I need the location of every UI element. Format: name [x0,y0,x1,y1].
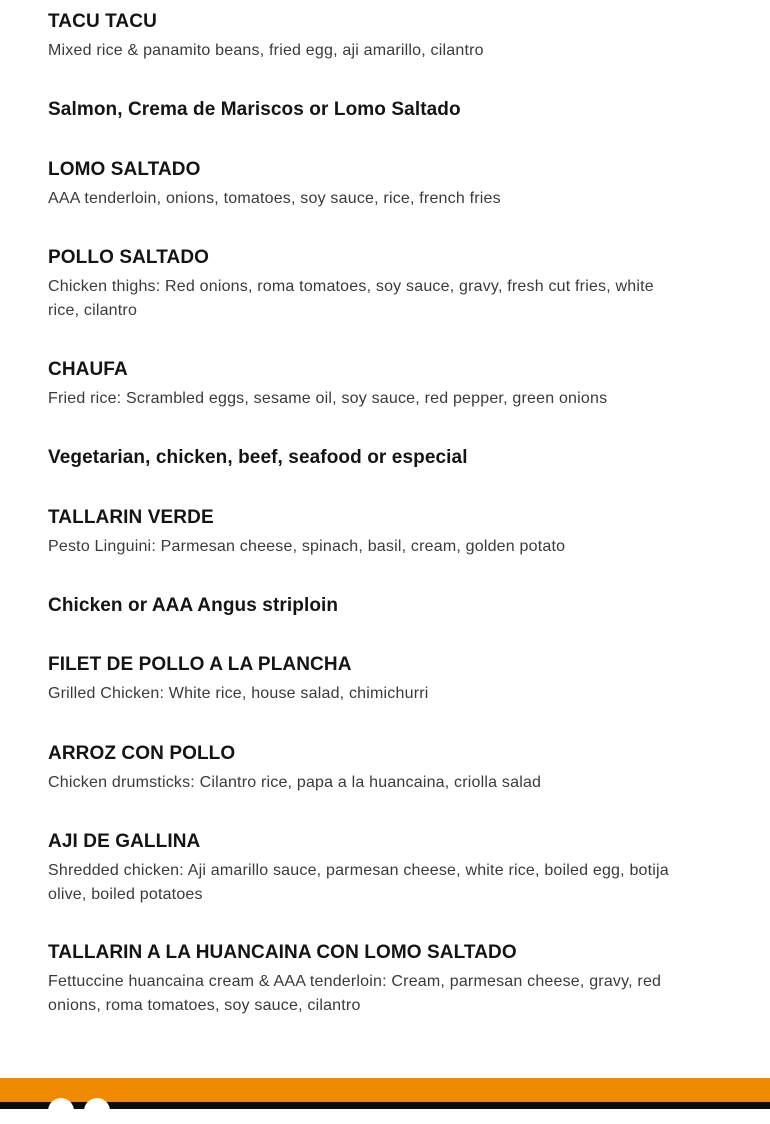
social-icon[interactable] [84,1098,110,1124]
menu-item-chaufa [48,358,678,411]
menu-item-description: Grilled Chicken: White rice, house salad, chimichurri [48,685,429,702]
menu-item-name: Chicken or AAA Angus striploin [48,595,339,616]
menu-item-lomo-saltado [48,158,678,211]
menu-item-name: TACU TACU [48,11,157,32]
menu-item-description: Fried rice: Scrambled eggs, sesame oil, soy sauce, red pepper, green onions [48,390,608,407]
menu-item-options [48,98,678,122]
menu-item-aji-de-gallina [48,830,678,906]
menu-item-name: CHAUFA [48,359,128,380]
menu-item-name: TALLARIN A LA HUANCAINA CON LOMO SALTADO [48,942,517,963]
menu-item-description: Pesto Linguini: Parmesan cheese, spinach, basil, cream, golden potato [48,538,566,555]
menu-item-description: AAA tenderloin, onions, tomatoes, soy sauce, rice, french fries [48,190,501,207]
menu-item-tallarin-verde [48,506,678,559]
menu-item-description: Chicken drumsticks: Cilantro rice, papa a la huancaina, criolla salad [48,774,542,791]
footer-dark-strip [0,1102,770,1109]
menu-item-options [48,446,678,470]
menu-item-name: LOMO SALTADO [48,159,201,180]
menu-item-name: ARROZ CON POLLO [48,743,236,764]
menu-item-description: Shredded chicken: Aji amarillo sauce, parmesan cheese, white rice, boiled egg, botija olive, boiled potatoes [48,862,669,903]
menu-item-name: FILET DE POLLO A LA PLANCHA [48,654,352,675]
social-icon[interactable] [48,1098,74,1124]
menu-item-arroz-con-pollo [48,742,678,795]
menu-item-options [48,594,678,618]
menu-item-name: TALLARIN VERDE [48,507,214,528]
menu-item-tallarin-huancaina [48,941,678,1017]
menu-item-filet-de-pollo [48,653,678,706]
menu-item-name: Salmon, Crema de Mariscos or Lomo Saltado [48,99,461,120]
menu-item-description: Mixed rice & panamito beans, fried egg, aji amarillo, cilantro [48,42,484,59]
menu-item-description: Chicken thighs: Red onions, roma tomatoes, soy sauce, gravy, fresh cut fries, white rice, cilantro [48,278,654,319]
menu-item-pollo-saltado [48,246,678,322]
footer-bar [0,1078,770,1109]
menu-item-name: POLLO SALTADO [48,247,210,268]
menu-item-name: AJI DE GALLINA [48,831,201,852]
menu-item-name: Vegetarian, chicken, beef, seafood or especial [48,447,468,468]
menu-item-tacu-tacu [48,10,678,63]
menu-item-description: Fettuccine huancaina cream & AAA tenderloin: Cream, parmesan cheese, gravy, red onions, roma tomatoes, soy sauce, cilantro [48,973,662,1014]
